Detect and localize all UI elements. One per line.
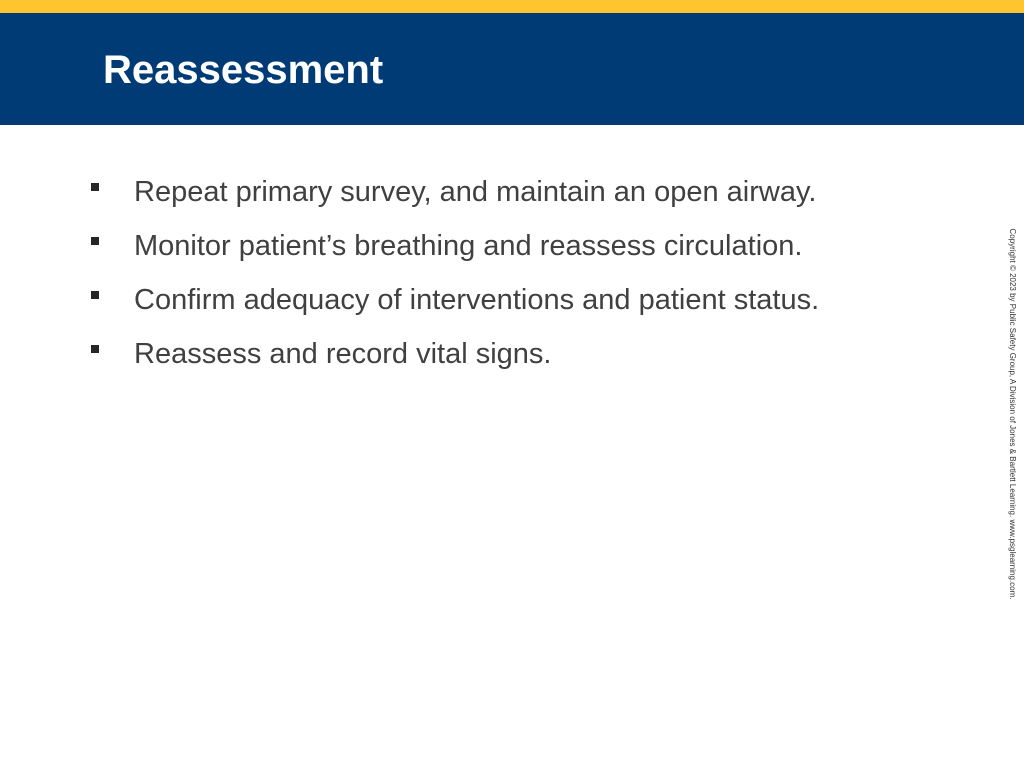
- square-bullet-icon: [91, 345, 99, 353]
- slide-title: Reassessment: [103, 48, 384, 92]
- square-bullet-icon: [91, 237, 99, 245]
- bullet-text: Repeat primary survey, and maintain an open airway.: [134, 176, 817, 208]
- bullet-item: [88, 222, 819, 276]
- square-bullet-icon: [91, 291, 99, 299]
- bullet-item: [88, 276, 819, 330]
- bullet-text: Reassess and record vital signs.: [134, 338, 552, 370]
- top-accent-stripe: [0, 0, 1024, 13]
- square-bullet-icon: [91, 183, 99, 191]
- copyright-notice: Copyright © 2023 by Public Safety Group, A Division of Jones & Bartlett Learning. www.psglearning.com.: [1008, 228, 1017, 600]
- bullet-text: Monitor patient’s breathing and reassess circulation.: [134, 230, 803, 262]
- bullet-item: [88, 330, 819, 384]
- bullet-list: [88, 168, 819, 384]
- bullet-text: Confirm adequacy of interventions and patient status.: [134, 284, 820, 316]
- bullet-item: [88, 168, 819, 222]
